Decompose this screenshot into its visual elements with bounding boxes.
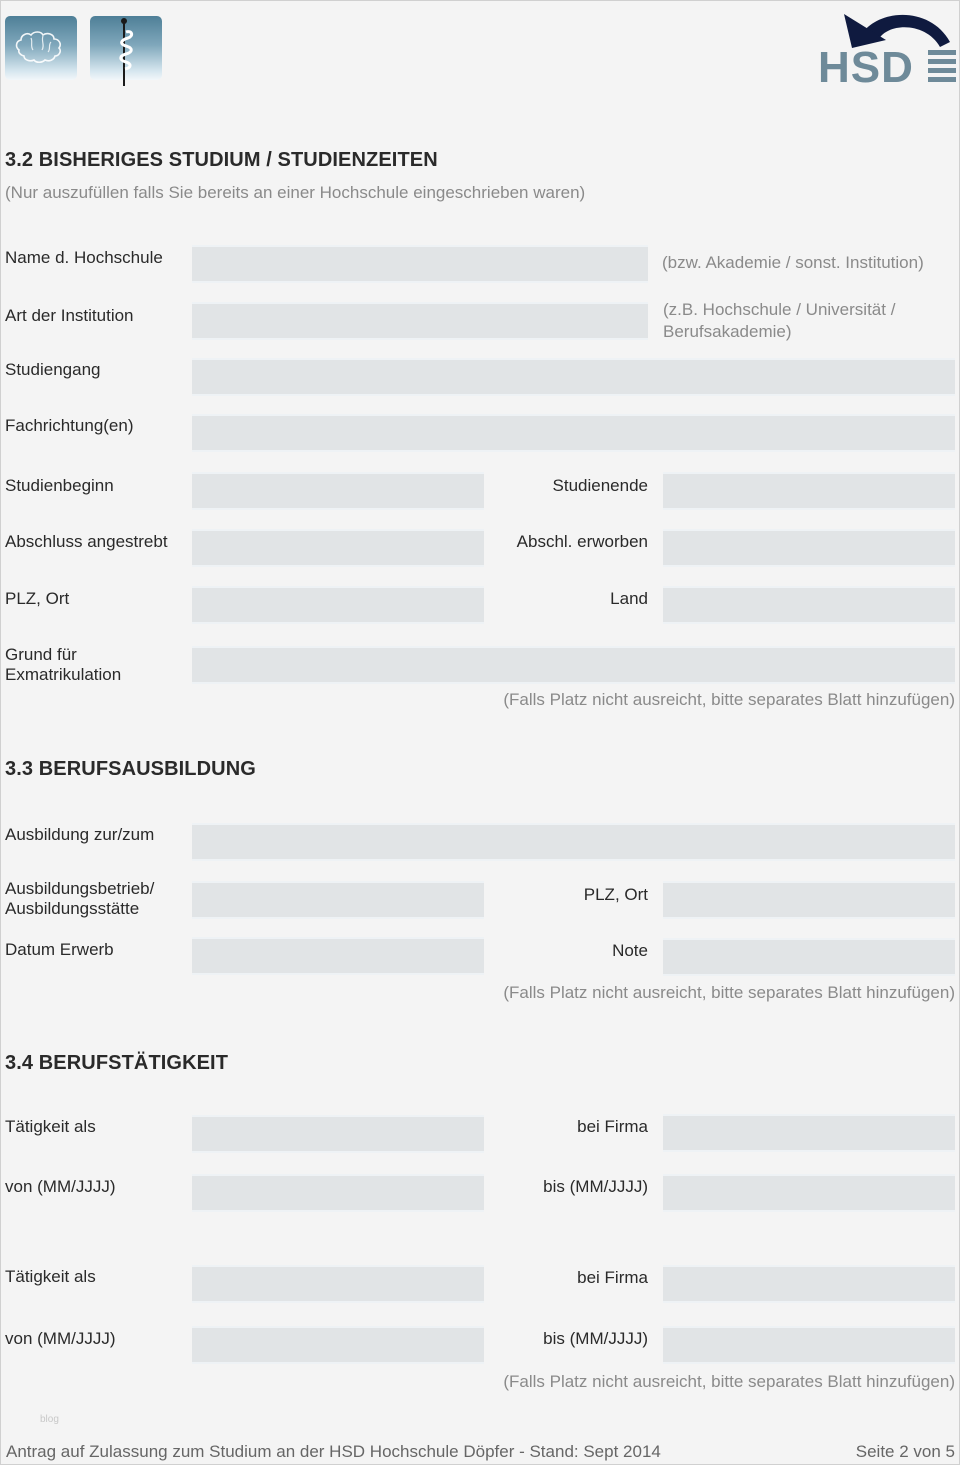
input-taetigkeit-1[interactable] bbox=[192, 1117, 484, 1151]
label-land: Land bbox=[610, 589, 648, 608]
footer-page-number: Seite 2 von 5 bbox=[855, 1442, 955, 1461]
label-art-institution: Art der Institution bbox=[5, 306, 134, 325]
input-bis-1[interactable] bbox=[663, 1176, 955, 1210]
label-ausbildung-plz-ort: PLZ, Ort bbox=[583, 885, 648, 904]
label-grund-line2: Exmatrikulation bbox=[5, 665, 122, 684]
input-taetigkeit-2[interactable] bbox=[192, 1267, 484, 1301]
label-studienbeginn: Studienbeginn bbox=[5, 476, 114, 495]
input-bis-2[interactable] bbox=[663, 1328, 955, 1362]
input-studienbeginn[interactable] bbox=[192, 474, 484, 508]
note-extra-sheet-34: (Falls Platz nicht ausreicht, bitte separates Blatt hinzufügen) bbox=[503, 1372, 955, 1391]
input-grund-exmatrikulation[interactable] bbox=[192, 648, 955, 682]
input-studiengang[interactable] bbox=[192, 360, 955, 394]
brain-logo bbox=[5, 16, 77, 80]
label-grund-exmatrikulation bbox=[5, 645, 121, 685]
label-bis-1: bis (MM/JJJJ) bbox=[543, 1177, 648, 1196]
label-name-hochschule: Name d. Hochschule bbox=[5, 248, 163, 267]
footer-document-title: Antrag auf Zulassung zum Studium an der HSD Hochschule Döpfer - Stand: Sept 2014 bbox=[6, 1442, 661, 1461]
label-von-1: von (MM/JJJJ) bbox=[5, 1177, 116, 1196]
input-art-institution[interactable] bbox=[192, 304, 648, 338]
input-studienende[interactable] bbox=[663, 474, 955, 508]
brain-icon bbox=[5, 16, 77, 80]
caduceus-logo bbox=[90, 16, 162, 80]
hsd-logo-text: HSD bbox=[818, 43, 914, 92]
label-plz-ort: PLZ, Ort bbox=[5, 589, 70, 608]
section-title-berufstaetigkeit: 3.4 BERUFSTÄTIGKEIT bbox=[5, 1052, 229, 1074]
label-grund-line1: Grund für bbox=[5, 645, 77, 664]
label-taetigkeit-2: Tätigkeit als bbox=[5, 1267, 96, 1286]
input-ausbildung-plz-ort[interactable] bbox=[663, 883, 955, 917]
input-von-1[interactable] bbox=[192, 1176, 484, 1210]
label-ausbildungsbetrieb bbox=[5, 879, 154, 919]
input-fachrichtung[interactable] bbox=[192, 416, 955, 450]
section-subtitle: (Nur auszufüllen falls Sie bereits an einer Hochschule eingeschrieben waren) bbox=[5, 183, 586, 202]
label-datum-erwerb: Datum Erwerb bbox=[5, 940, 114, 959]
input-land[interactable] bbox=[663, 588, 955, 622]
note-extra-sheet-33: (Falls Platz nicht ausreicht, bitte separates Blatt hinzufügen) bbox=[503, 983, 955, 1002]
input-abschluss-erworben[interactable] bbox=[663, 531, 955, 565]
section-title-studium: 3.2 BISHERIGES STUDIUM / STUDIENZEITEN bbox=[5, 149, 438, 171]
hint-art-institution-line1: (z.B. Hochschule / Universität / bbox=[663, 300, 896, 319]
label-ausbildungsbetrieb-line1: Ausbildungsbetrieb/ bbox=[5, 879, 155, 898]
label-note: Note bbox=[612, 941, 648, 960]
input-von-2[interactable] bbox=[192, 1328, 484, 1362]
input-ausbildungsbetrieb[interactable] bbox=[192, 883, 484, 917]
hint-art-institution bbox=[663, 299, 895, 343]
hsd-logo bbox=[818, 2, 960, 92]
input-firma-2[interactable] bbox=[663, 1267, 955, 1301]
watermark: blog bbox=[40, 1414, 59, 1425]
hint-name-hochschule: (bzw. Akademie / sonst. Institution) bbox=[662, 253, 924, 272]
label-studiengang: Studiengang bbox=[5, 360, 101, 379]
label-abschluss-erworben: Abschl. erworben bbox=[516, 532, 648, 551]
input-datum-erwerb[interactable] bbox=[192, 939, 484, 973]
input-note[interactable] bbox=[663, 940, 955, 974]
label-von-2: von (MM/JJJJ) bbox=[5, 1329, 116, 1348]
input-plz-ort[interactable] bbox=[192, 588, 484, 622]
label-studienende: Studienende bbox=[552, 476, 648, 495]
label-ausbildung: Ausbildung zur/zum bbox=[5, 825, 155, 844]
input-name-hochschule[interactable] bbox=[192, 247, 648, 281]
input-abschluss-angestrebt[interactable] bbox=[192, 531, 484, 565]
label-fachrichtung: Fachrichtung(en) bbox=[5, 416, 134, 435]
input-firma-1[interactable] bbox=[663, 1116, 955, 1150]
label-firma-1: bei Firma bbox=[577, 1117, 648, 1136]
caduceus-icon bbox=[90, 16, 162, 88]
label-firma-2: bei Firma bbox=[577, 1268, 648, 1287]
label-taetigkeit-1: Tätigkeit als bbox=[5, 1117, 96, 1136]
label-abschluss-angestrebt: Abschluss angestrebt bbox=[5, 532, 168, 551]
note-extra-sheet-32: (Falls Platz nicht ausreicht, bitte separates Blatt hinzufügen) bbox=[503, 690, 955, 709]
hint-art-institution-line2: Berufsakademie) bbox=[663, 322, 792, 341]
label-ausbildungsbetrieb-line2: Ausbildungsstätte bbox=[5, 899, 140, 918]
input-ausbildung[interactable] bbox=[192, 825, 955, 859]
label-bis-2: bis (MM/JJJJ) bbox=[543, 1329, 648, 1348]
section-title-berufsausbildung: 3.3 BERUFSAUSBILDUNG bbox=[5, 758, 256, 780]
